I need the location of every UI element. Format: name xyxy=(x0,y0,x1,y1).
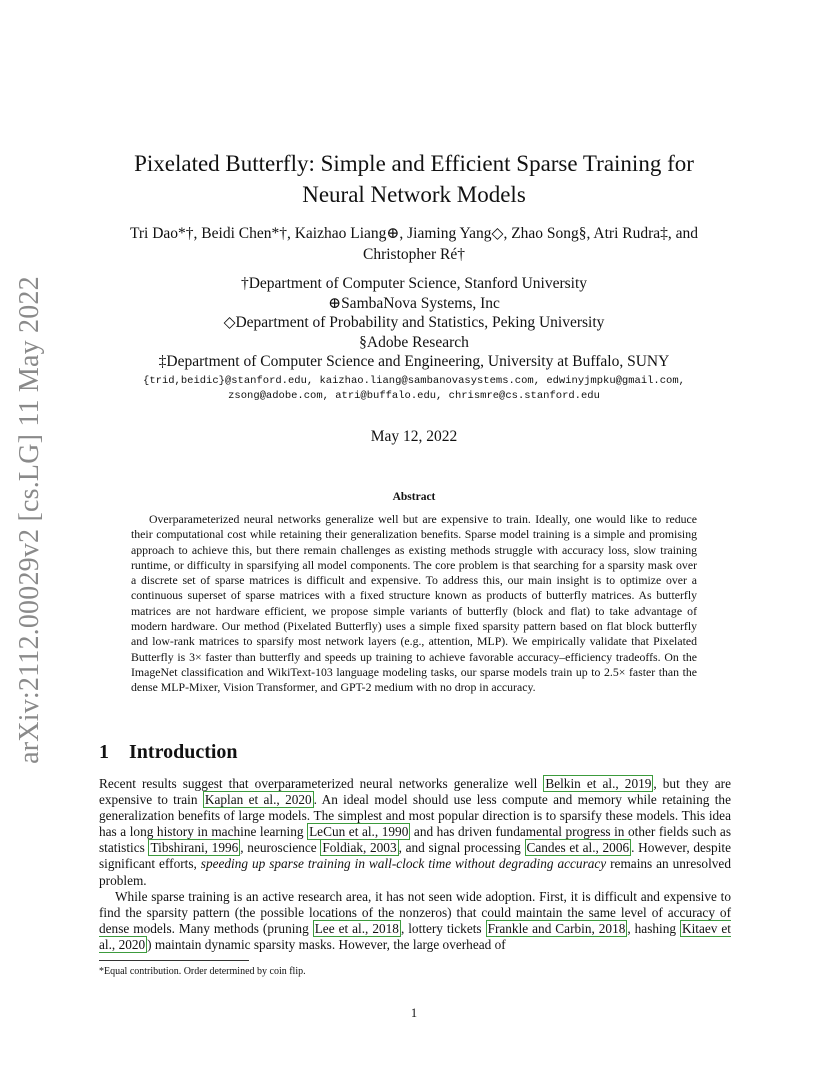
affiliation-sambanova: ⊕SambaNova Systems, Inc xyxy=(328,294,500,312)
affiliation-peking: ◇Department of Probability and Statistics, Peking University xyxy=(223,314,605,331)
arxiv-side-stamp xyxy=(10,276,50,764)
authors-line-1: Tri Dao*†, Beidi Chen*†, Kaizhao Liang⊕, Jiaming Yang◇, Zhao Song§, Atri Rudra‡, and xyxy=(129,225,699,242)
citation-link[interactable]: Frankle and Carbin, 2018 xyxy=(487,920,626,936)
publication-date: May 12, 2022 xyxy=(370,428,458,445)
author-list xyxy=(100,223,728,265)
intro-body xyxy=(99,776,731,953)
section-heading xyxy=(99,741,238,764)
intro-paragraph-1: Recent results suggest that overparameterized neural networks generalize well Belkin et al., 2019 , but they are expensive to train Kaplan et al., 2020 . An ideal model should use less compute and memory while retaining the generalization benefits of large models. The simplest and most popular direction is to sparsify these models. This idea has a long history in machine learning LeCun et al., 1990 and has driven fundamental progress in other fields such as statistics Tibshirani, 1996 , neuroscience Foldiak, 2003 , and signal processing Candes et al., 2006 . However, despite significant efforts, speeding up sparse training in wall-clock time without degrading accuracy remains an unresolved problem. xyxy=(99,776,732,888)
abstract-text: Overparameterized neural networks generalize well but are expensive to train. Ideally, one would like to reduce their computational cost while retaining their generalization benefits. Sparse model training is a simple and promising approach to achieve this, but there remain challenges as existing methods struggle with accuracy loss, slow training runtime, or difficulty in sparsifying all model components. The core problem is that searching for a sparsity mask over a discrete set of sparse matrices is difficult and expensive. To address this, our main insight is to optimize over a continuous superset of sparse matrices with a fixed structure known as products of butterfly matrices. As butterfly matrices are not hardware efficient, we propose simple variants of butterfly (block and flat) to take advantage of modern hardware. Our method (Pixelated Butterfly) uses a simple fixed sparsity pattern based on flat block butterfly and low-rank matrices to sparsify most network layers (e.g., attention, MLP). We empirically validate that Pixelated Butterfly is 3× faster than butterfly and speeds up training to achieve favorable accuracy–efficiency tradeoffs. On the ImageNet classification and WikiText-103 language modeling tasks, our sparse models train up to 2.5× faster than the dense MLP-Mixer, Vision Transformer, and GPT-2 medium with no drop in accuracy. xyxy=(131,512,697,695)
arxiv-id-text: arXiv:2112.00029v2 [cs.LG] 11 May 2022 xyxy=(14,276,45,764)
page-number: 1 xyxy=(410,1006,418,1020)
affiliation-buffalo: ‡Department of Computer Science and Engineering, University at Buffalo, SUNY xyxy=(158,353,670,370)
footnote-rule xyxy=(99,960,249,961)
section-title: Introduction xyxy=(129,741,238,763)
citation-link[interactable]: Belkin et al., 2019 xyxy=(545,776,652,791)
abstract-heading: Abstract xyxy=(392,491,436,503)
author-emails xyxy=(100,374,728,404)
title-line-1: Pixelated Butterfly: Simple and Efficient Sparse Training for xyxy=(134,151,694,176)
authors-line-2: Christopher Ré† xyxy=(362,246,466,263)
emails-line-1: {trid,beidic}@stanford.edu, kaizhao.liang@sambanovasystems.com, edwinyjmpku@gmail.com, xyxy=(143,375,685,387)
emails-line-2: zsong@adobe.com, atri@buffalo.edu, chrismre@cs.stanford.edu xyxy=(228,390,600,402)
citation-link[interactable]: LeCun et al., 1990 xyxy=(309,824,409,840)
citation-link[interactable]: Lee et al., 2018 xyxy=(314,920,399,936)
citation-link[interactable]: Kitaev et al., 2020 xyxy=(99,920,731,952)
affiliation-adobe: §Adobe Research xyxy=(359,333,469,351)
paper-title xyxy=(100,148,728,210)
emphasized-phrase: speeding up sparse training in wall-clock time without degrading accuracy xyxy=(200,856,607,872)
section-number: 1 xyxy=(99,741,109,763)
citation-link[interactable]: Kaplan et al., 2020 xyxy=(204,792,312,808)
footnote: *Equal contribution. Order determined by coin flip. xyxy=(99,966,306,977)
citation-link[interactable]: Tibshirani, 1996 xyxy=(150,840,239,856)
affiliations xyxy=(100,274,728,372)
citation-link[interactable]: Foldiak, 2003 xyxy=(322,840,397,856)
title-line-2: Neural Network Models xyxy=(302,182,526,207)
citation-link[interactable]: Candes et al., 2006 xyxy=(526,840,630,856)
intro-paragraph-2: While sparse training is an active research area, it has not seen wide adoption. First, it is difficult and expensive to find the sparsity pattern (the possible locations of the nonzeros) that could maintain the same level of accuracy of dense models. Many methods (pruning Lee et al., 2018 , lottery tickets Frankle and Carbin, 2018 , hashing Kitaev et al., 2020 ) maintain dynamic sparsity masks. However, the large overhead of xyxy=(99,888,731,952)
affiliation-stanford: †Department of Computer Science, Stanford University xyxy=(240,275,588,292)
